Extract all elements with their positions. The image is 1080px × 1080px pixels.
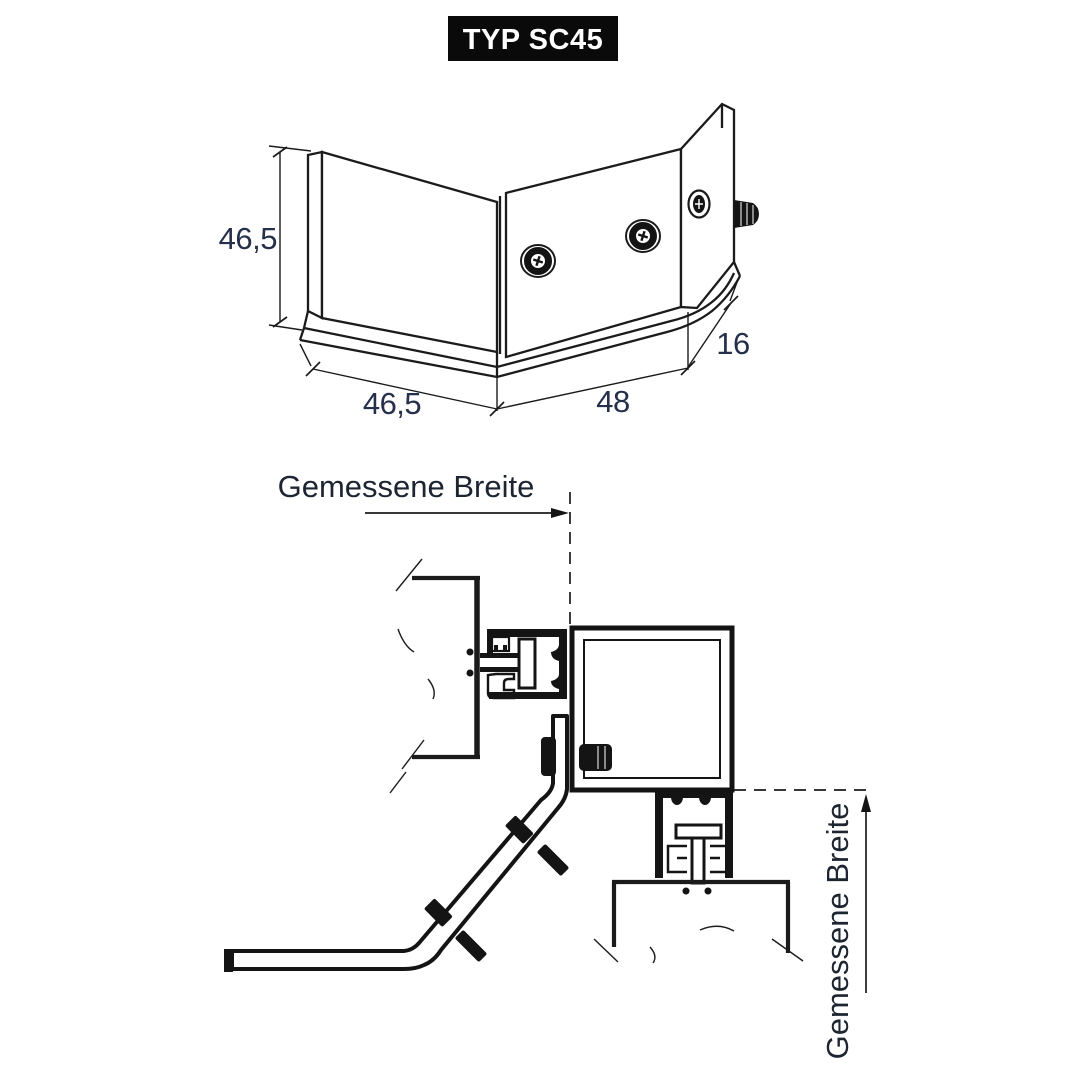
tube-bolt (579, 744, 612, 771)
dim-width-left-label: 46,5 (362, 386, 422, 421)
measured-width-label-top: Gemessene Breite (277, 469, 535, 504)
title-badge (448, 16, 618, 61)
arrow-head-right-icon (551, 508, 569, 518)
glass-panel-left (390, 559, 480, 793)
dim-height (219, 146, 311, 330)
diagonal-screw-thread (455, 930, 488, 963)
flange-bolt (734, 200, 759, 228)
dim-depth-label: 16 (716, 326, 750, 361)
lip-left-cap1 (304, 311, 308, 328)
measured-width-right (820, 794, 871, 1059)
bracket-section (224, 716, 612, 972)
bracket-left-end-face (308, 152, 322, 318)
dim-height-label: 46,5 (218, 221, 277, 256)
dim-width-right-label: 48 (596, 384, 630, 419)
bracket-foot-cap (224, 949, 233, 972)
page-title: TYP SC45 (462, 24, 604, 56)
glass-profile-bottom (655, 791, 733, 883)
measured-width-label-right: Gemessene Breite (820, 802, 855, 1060)
wall-profile (467, 629, 568, 699)
panel-screw-right (626, 220, 660, 252)
lip-right-cap (734, 262, 740, 276)
isometric-view (219, 104, 759, 421)
diagonal-screw-thread (537, 844, 570, 877)
bracket-left-panel (322, 152, 497, 352)
panel-screw-left (521, 245, 555, 277)
fixing-dot (467, 670, 474, 677)
section-view (224, 469, 871, 1059)
bracket-screw-head (541, 737, 556, 776)
glass-panel-bottom (594, 882, 803, 963)
fixing-dot (683, 888, 690, 895)
measured-width-top (278, 469, 569, 518)
dim-width-left (300, 344, 504, 421)
fixing-dot (705, 888, 712, 895)
fixing-dot (467, 649, 474, 656)
arrow-head-up-icon (861, 794, 871, 812)
